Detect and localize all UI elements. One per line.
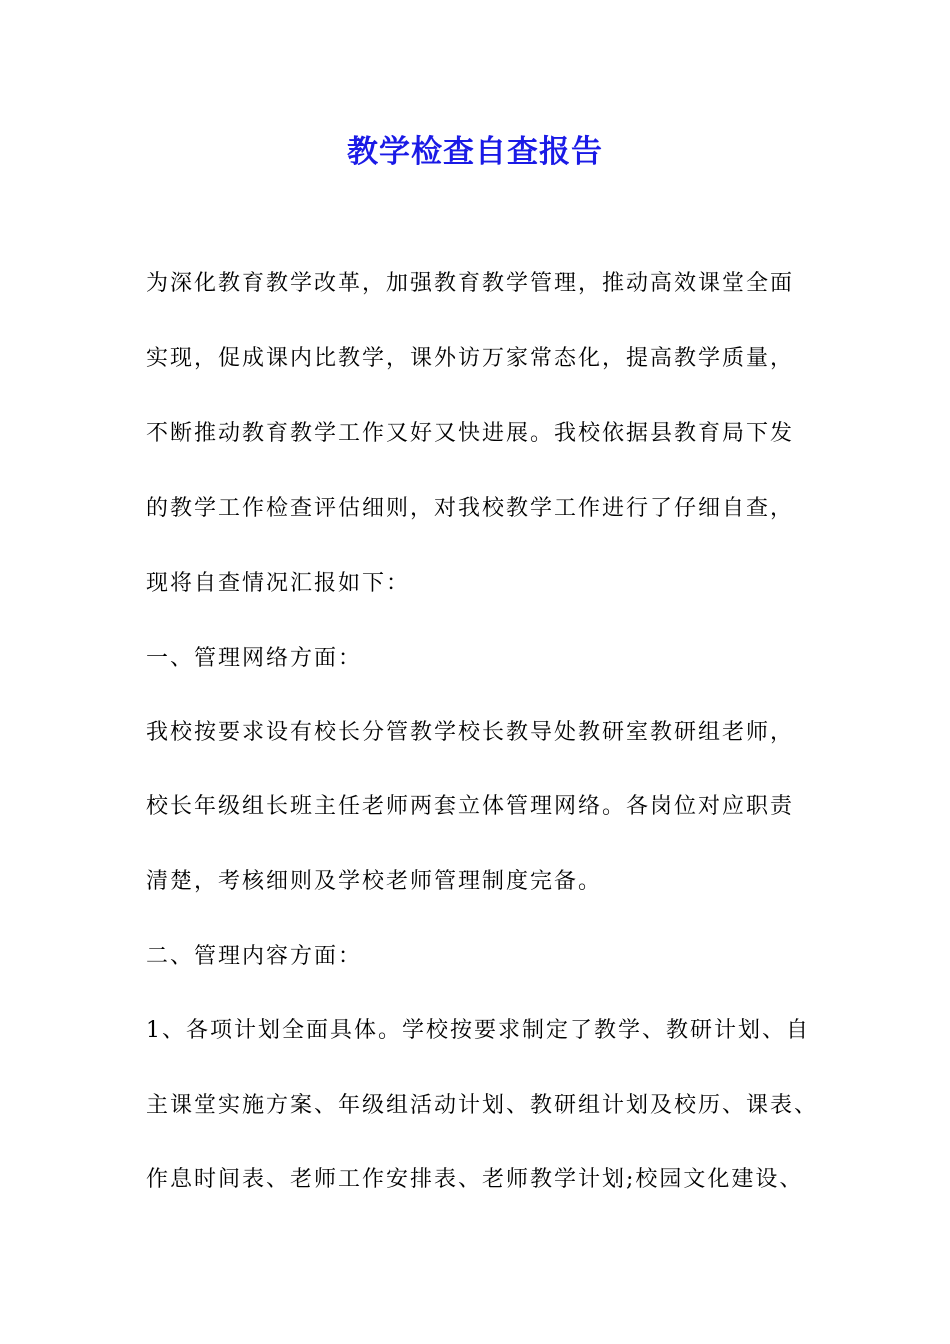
paragraph-line-8: 清楚，考核细则及学校老师管理制度完备。: [146, 869, 603, 894]
paragraph-line-11: 作息时间表、老师工作安排表、老师教学计划;校园文化建设、: [146, 1167, 804, 1192]
document-title: 教学检查自查报告: [347, 134, 603, 170]
paragraph-line-7: 校长年级组长班主任老师两套立体管理网络。各岗位对应职责: [146, 794, 795, 819]
paragraph-line-1: 为深化教育教学改革，加强教育教学管理，推动高效课堂全面: [146, 271, 795, 296]
paragraph-line-2: 实现，促成课内比教学，课外访万家常态化，提高教学质量，: [146, 346, 795, 371]
paragraph-line-5: 现将自查情况汇报如下：: [146, 571, 411, 596]
paragraph-line-10: 主课堂实施方案、年级组活动计划、教研组计划及校历、课表、: [146, 1093, 819, 1118]
section-heading-1: 一、管理网络方面：: [146, 646, 363, 671]
section-heading-2: 二、管理内容方面：: [146, 944, 363, 969]
paragraph-line-3: 不断推动教育教学工作又好又快进展。我校依据县教育局下发: [146, 421, 795, 446]
paragraph-line-4: 的教学工作检查评估细则，对我校教学工作进行了仔细自查，: [146, 496, 795, 521]
paragraph-line-6: 我校按要求设有校长分管教学校长教导处教研室教研组老师，: [146, 720, 795, 745]
paragraph-line-9: 1、各项计划全面具体。学校按要求制定了教学、教研计划、自: [146, 1018, 810, 1043]
